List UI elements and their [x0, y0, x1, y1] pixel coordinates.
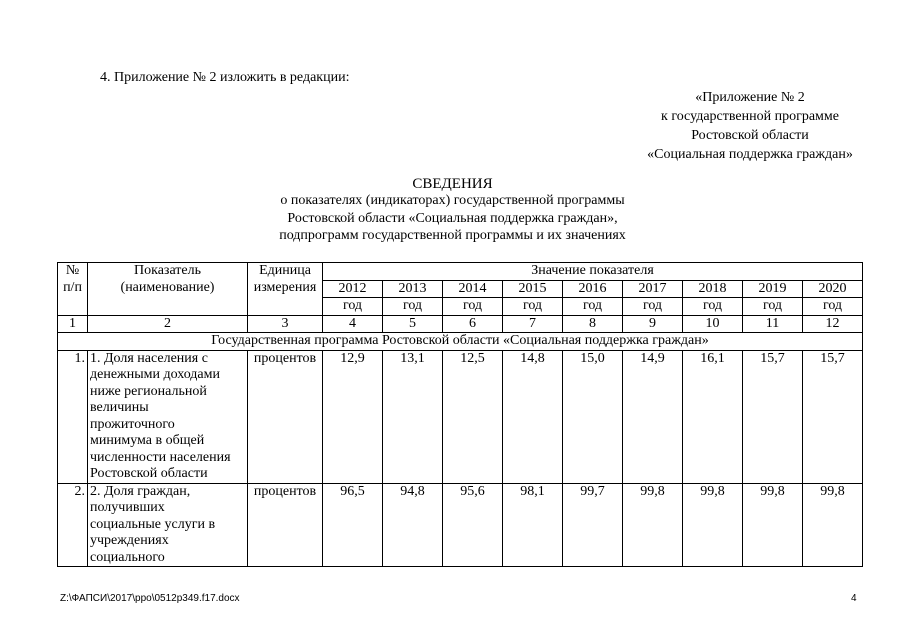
col-number: 5 [383, 315, 443, 333]
col-number: 1 [58, 315, 88, 333]
subtitle-line-1: о показателях (индикаторах) государственной программы [280, 193, 625, 208]
year-2013: 2013 [383, 280, 443, 298]
value-cell: 12,5 [443, 350, 503, 483]
col-number: 6 [443, 315, 503, 333]
value-cell: 13,1 [383, 350, 443, 483]
year-2016: 2016 [563, 280, 623, 298]
column-numbers-row [58, 315, 863, 333]
value-cell: 99,8 [623, 483, 683, 567]
file-path: Z:\ФАПСИ\2017\ppo\0512p349.f17.docx [60, 593, 240, 604]
year-suffix: год [323, 298, 383, 316]
subtitle-line-3: подпрограмм государственной программы и их значениях [279, 228, 626, 243]
appendix-line-3: Ростовской области [691, 128, 809, 143]
row-number: 2. [58, 483, 88, 567]
page-number: 4 [851, 593, 857, 604]
value-cell: 12,9 [323, 350, 383, 483]
header-unit: Единица измерения [248, 263, 323, 316]
table-row [58, 350, 863, 483]
value-cell: 99,7 [563, 483, 623, 567]
value-cell: 99,8 [743, 483, 803, 567]
row-number: 1. [58, 350, 88, 483]
col-number: 9 [623, 315, 683, 333]
value-cell: 94,8 [383, 483, 443, 567]
year-suffix: год [623, 298, 683, 316]
value-cell: 99,8 [803, 483, 863, 567]
col-number: 12 [803, 315, 863, 333]
unit-cell: процентов [248, 483, 323, 567]
appendix-header [600, 88, 900, 164]
indicator-name: 1. Доля населения с денежными доходами ниже региональной величины прожиточного минимума в общей численности населения Ростовской области [88, 350, 248, 483]
value-cell: 14,8 [503, 350, 563, 483]
year-suffix: год [683, 298, 743, 316]
appendix-line-4: «Социальная поддержка граждан» [647, 147, 853, 162]
subtitle-line-2: Ростовской области «Социальная поддержка граждан», [287, 210, 618, 226]
year-suffix: год [383, 298, 443, 316]
year-2012: 2012 [323, 280, 383, 298]
header-row-1 [58, 263, 863, 281]
table-row [58, 483, 863, 567]
year-suffix: год [743, 298, 803, 316]
col-number: 7 [503, 315, 563, 333]
header-values: Значение показателя [323, 263, 863, 281]
value-cell: 15,7 [803, 350, 863, 483]
year-2019: 2019 [743, 280, 803, 298]
col-number: 11 [743, 315, 803, 333]
value-cell: 14,9 [623, 350, 683, 483]
year-2018: 2018 [683, 280, 743, 298]
header-num: № п/п [58, 263, 88, 316]
document-subtitle [0, 192, 905, 245]
intro-line: 4. Приложение № 2 изложить в редакции: [100, 70, 350, 85]
indicators-table [57, 262, 863, 567]
col-number: 2 [88, 315, 248, 333]
year-2017: 2017 [623, 280, 683, 298]
value-cell: 99,8 [683, 483, 743, 567]
appendix-line-2: к государственной программе [661, 109, 839, 124]
appendix-line-1: «Приложение № 2 [695, 90, 805, 105]
value-cell: 98,1 [503, 483, 563, 567]
value-cell: 96,5 [323, 483, 383, 567]
value-cell: 95,6 [443, 483, 503, 567]
year-suffix: год [503, 298, 563, 316]
col-number: 4 [323, 315, 383, 333]
value-cell: 15,0 [563, 350, 623, 483]
indicator-name: 2. Доля граждан, получивших социальные услуги в учреждениях социального [88, 483, 248, 567]
year-suffix: год [803, 298, 863, 316]
section-title: Государственная программа Ростовской области «Социальная поддержка граждан» [58, 333, 863, 351]
col-number: 3 [248, 315, 323, 333]
document-title: СВЕДЕНИЯ [412, 176, 493, 192]
value-cell: 16,1 [683, 350, 743, 483]
year-2020: 2020 [803, 280, 863, 298]
col-number: 10 [683, 315, 743, 333]
year-suffix: год [563, 298, 623, 316]
header-indicator: Показатель (наименование) [88, 263, 248, 316]
value-cell: 15,7 [743, 350, 803, 483]
col-number: 8 [563, 315, 623, 333]
year-2015: 2015 [503, 280, 563, 298]
year-suffix: год [443, 298, 503, 316]
unit-cell: процентов [248, 350, 323, 483]
year-2014: 2014 [443, 280, 503, 298]
section-row [58, 333, 863, 351]
